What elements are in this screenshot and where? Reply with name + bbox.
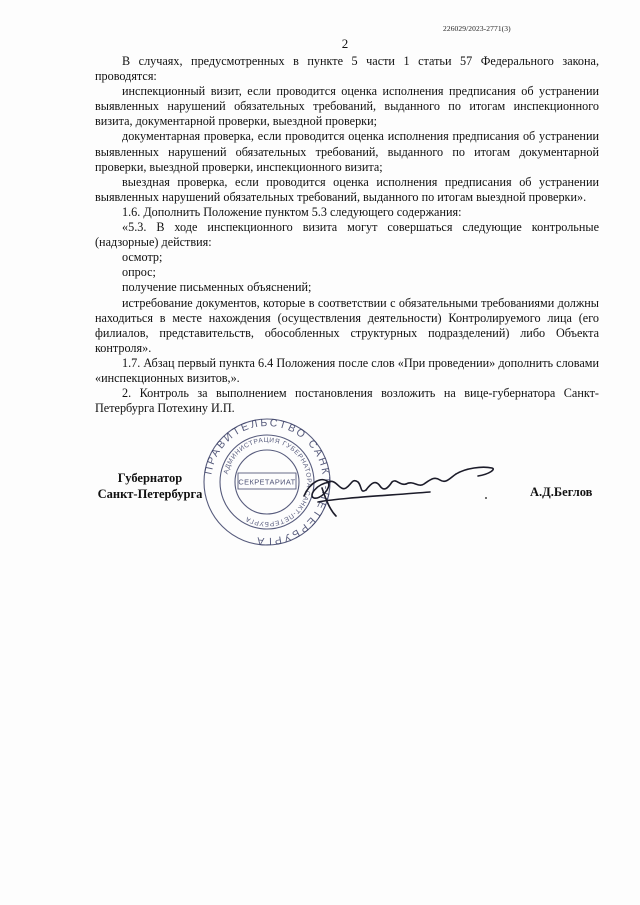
signatory-title-line2: Санкт-Петербурга <box>97 487 203 501</box>
signatory-name: А.Д.Беглов <box>530 485 593 499</box>
document-registration-number: 226029/2023-2771(3) <box>443 24 511 33</box>
signatory-title <box>96 470 204 502</box>
paragraph-documentary-check: документарная проверка, если проводится оценка исполнения предписания об устранении выявленных нарушений обязательных требований, выданного по итогам документарной проверки, выездной проверки, инспекционного визита; <box>95 129 599 174</box>
paragraph-item-2-control: 2. Контроль за выполнением постановления возложить на вице-губернатора Санкт-Петербурга Потехину И.П. <box>95 386 599 416</box>
seal-inner-text: АДМИНИСТРАЦИЯ ГУБЕРНАТОРА САНКТ-ПЕТЕРБУРГА <box>222 436 313 528</box>
paragraph-item-5-3: «5.3. В ходе инспекционного визита могут совершаться следующие контрольные (надзорные) действия: <box>95 220 599 250</box>
paragraph-intro: В случаях, предусмотренных в пункте 5 части 1 статьи 57 Федерального закона, проводятся: <box>95 54 599 84</box>
paragraph-written-explanations: получение письменных объяснений; <box>122 280 312 295</box>
document-body <box>95 54 599 416</box>
paragraph-survey: опрос; <box>122 265 156 280</box>
paragraph-item-1-6: 1.6. Дополнить Положение пунктом 5.3 следующего содержания: <box>122 204 462 219</box>
handwritten-signature <box>300 452 500 522</box>
paragraph-inspection-visit: инспекционный визит, если проводится оценка исполнения предписания об устранении выявленных нарушений обязательных требований, выданного по итогам инспекционного визита, документарной проверки, выездной проверки; <box>95 84 599 129</box>
seal-center-text: СЕКРЕТАРИАТ <box>238 477 296 487</box>
paragraph-field-check: выездная проверка, если проводится оценка исполнения предписания об устранении выявленных нарушений обязательных требований, выданного по итогам выездной проверки». <box>95 174 599 204</box>
paragraph-item-1-7: 1.7. Абзац первый пункта 6.4 Положения после слов «При проведении» дополнить словами «инспекционных визитов,». <box>95 355 599 385</box>
page-number: 2 <box>341 36 349 51</box>
signatory-title-line1: Губернатор <box>117 471 183 485</box>
paragraph-document-request: истребование документов, которые в соответствии с обязательными требованиями должны находиться в месте нахождения (осуществления деятельности) Контролируемого лица (его филиалов, представительств, обособленных структурных подразделений) либо Объекта контроля». <box>95 295 599 355</box>
paragraph-inspection: осмотр; <box>122 250 163 265</box>
seal-outer-text: ПРАВИТЕЛЬСТВО САНКТ-ПЕТЕРБУРГА <box>202 417 332 547</box>
ink-dot <box>485 497 487 499</box>
